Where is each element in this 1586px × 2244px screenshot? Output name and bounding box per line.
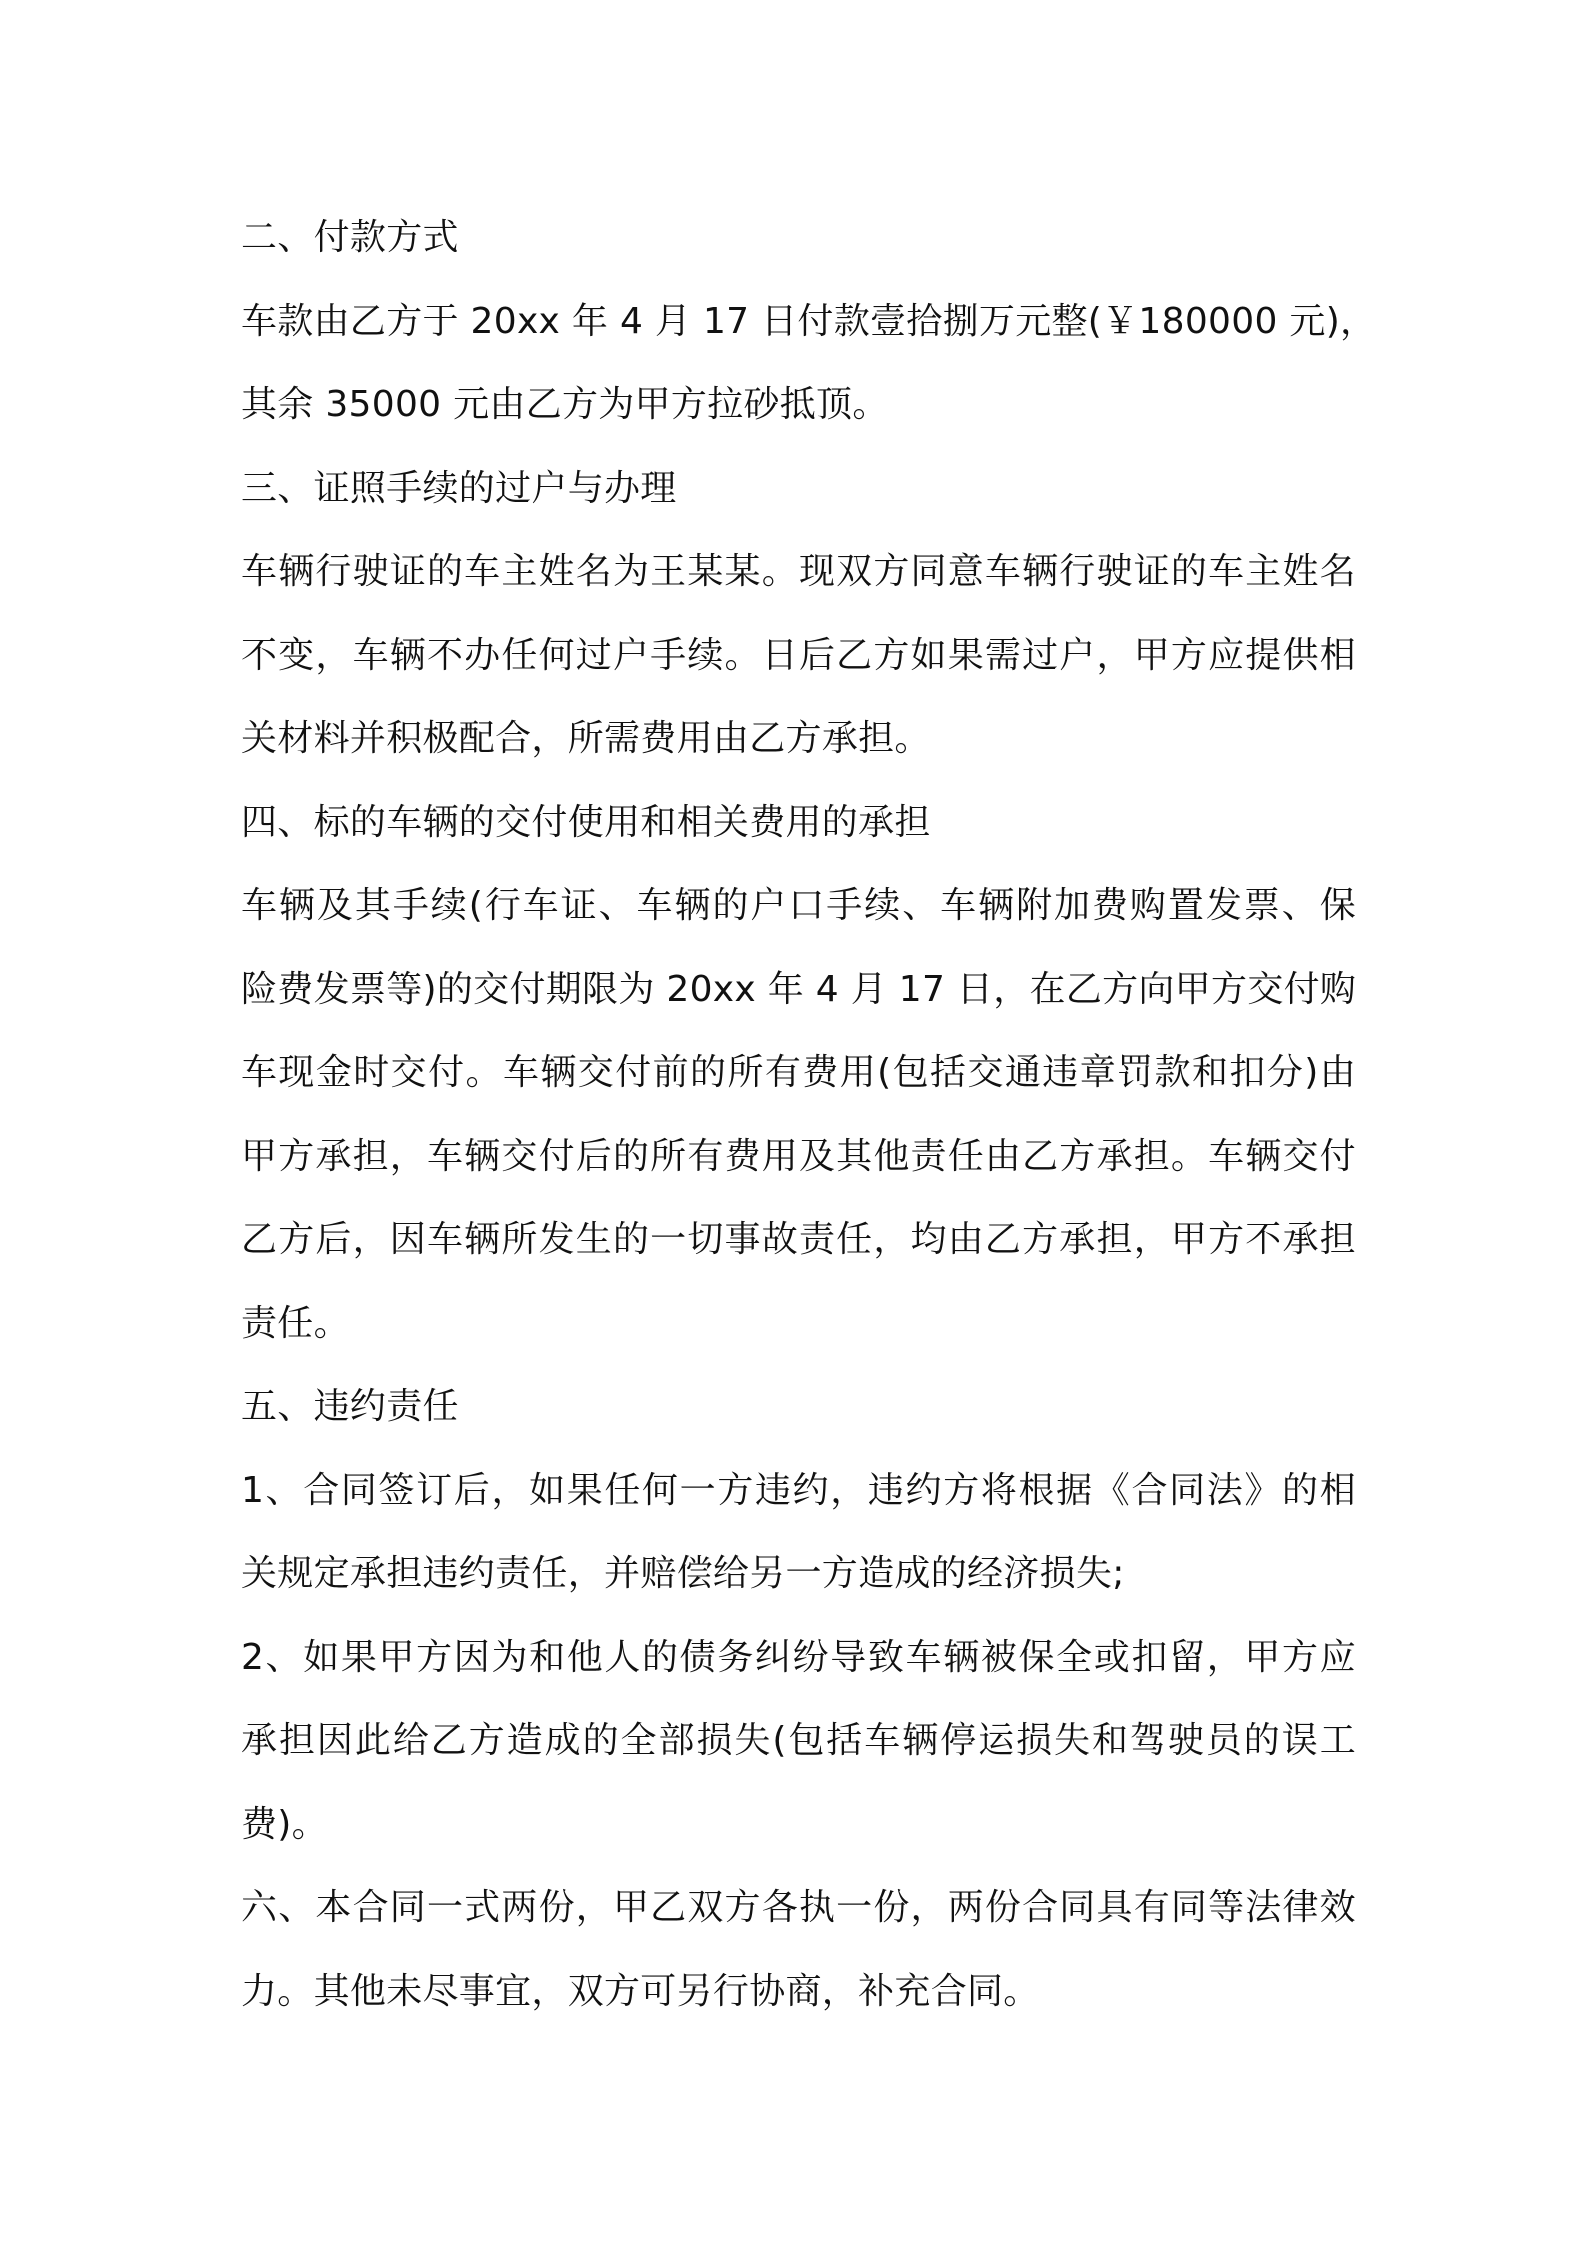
- paragraph-line: 险费发票等)的交付期限为 20xx 年 4 月 17 日，在乙方向甲方交付购: [241, 968, 1357, 1010]
- section-heading-payment: 二、付款方式: [241, 217, 459, 258]
- section-heading-copies: 六、本合同一式两份，甲乙双方各执一份，两份合同具有同等法律效: [241, 1887, 1356, 1928]
- paragraph-line: 费)。: [241, 1803, 328, 1845]
- document-body: [241, 196, 1377, 2033]
- section-heading-transfer: 三、证照手续的过户与办理: [241, 467, 677, 509]
- paragraph-line: 车辆行驶证的车主姓名为王某某。现双方同意车辆行驶证的车主姓名: [241, 551, 1356, 592]
- paragraph-line: 承担因此给乙方造成的全部损失(包括车辆停运损失和驾驶员的误工: [241, 1720, 1356, 1761]
- paragraph-line: 2、如果甲方因为和他人的债务纠纷导致车辆被保全或扣留，甲方应: [241, 1636, 1356, 1678]
- paragraph-line: 不变，车辆不办任何过户手续。日后乙方如果需过户，甲方应提供相: [241, 634, 1356, 676]
- paragraph-line: 车现金时交付。车辆交付前的所有费用(包括交通违章罚款和扣分)由: [241, 1052, 1356, 1093]
- paragraph-line: 责任。: [241, 1302, 350, 1344]
- paragraph-line: 车辆及其手续(行车证、车辆的户口手续、车辆附加费购置发票、保: [241, 885, 1356, 926]
- section-heading-delivery: 四、标的车辆的交付使用和相关费用的承担: [241, 801, 931, 843]
- paragraph-line: 力。其他未尽事宜，双方可另行协商，补充合同。: [241, 1970, 1040, 2012]
- section-heading-liability: 五、违约责任: [241, 1386, 459, 1427]
- paragraph-line: 1、合同签订后，如果任何一方违约，违约方将根据《合同法》的相: [241, 1469, 1356, 1511]
- paragraph-line: 车款由乙方于 20xx 年 4 月 17 日付款壹拾捌万元整(￥180000 元)，: [241, 300, 1377, 342]
- paragraph-line: 乙方后，因车辆所发生的一切事故责任，均由乙方承担，甲方不承担: [241, 1219, 1356, 1260]
- paragraph-line: 关规定承担违约责任，并赔偿给另一方造成的经济损失;: [241, 1553, 1125, 1594]
- paragraph-line: 关材料并积极配合，所需费用由乙方承担。: [241, 718, 931, 759]
- paragraph-line: 其余 35000 元由乙方为甲方拉砂抵顶。: [241, 384, 889, 425]
- paragraph-line: 甲方承担，车辆交付后的所有费用及其他责任由乙方承担。车辆交付: [241, 1135, 1356, 1177]
